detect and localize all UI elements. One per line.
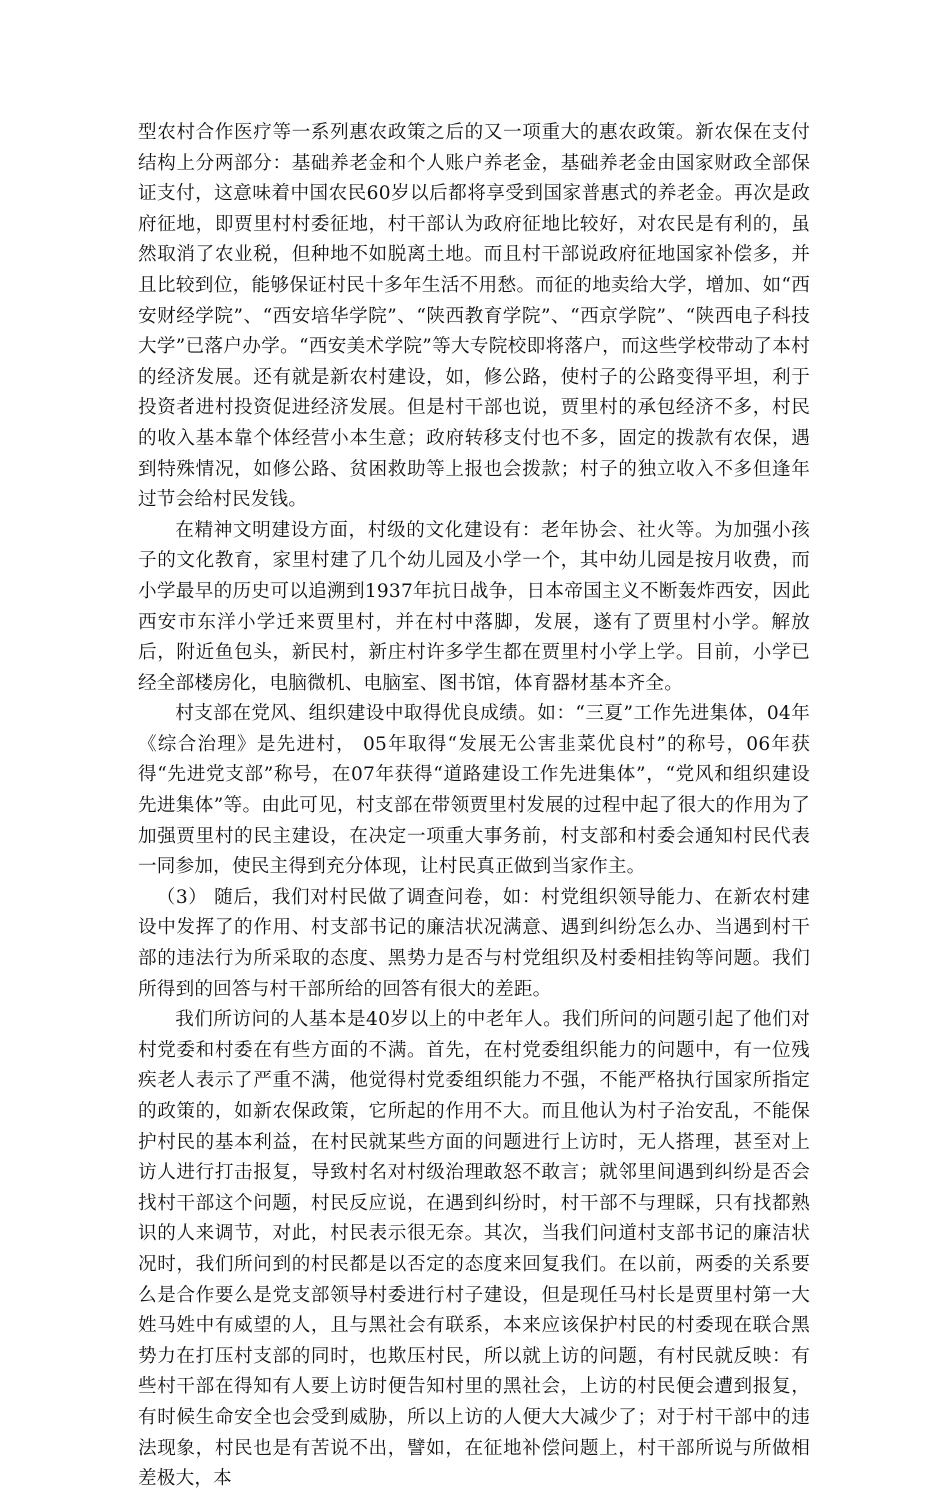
paragraph-survey: （3） 随后，我们对村民做了调查问卷，如：村党组织领导能力、在新农村建设中发挥了的作用、村支部书记的廉洁状况满意、遇到纠纷怎么办、当遇到村干部的违法行为所采取的态度、黑势力是否与村党组织及村委相挂钩等问题。我们所得到的回答与村干部所给的回答有很大的差距。	[138, 886, 810, 1000]
paragraph-culture-education: 在精神文明建设方面，村级的文化建设有：老年协会、社火等。为加强小孩子的文化教育，家里村建了几个幼儿园及小学一个，其中幼儿园是按月收费，而小学最早的历史可以追溯到1937年抗日战争，日本帝国主义不断轰炸西安，因此西安市东洋小学迁来贾里村，并在村中落脚，发展，遂有了贾里村小学。解放后，附近鱼包头，新民村，新庄村许多学生都在贾里村小学上学。目前，小学已经全部楼房化，电脑微机、电脑室、图书馆，体育器材基本齐全。	[138, 519, 810, 694]
paragraph-policy-land: 型农村合作医疗等一系列惠农政策之后的又一项重大的惠农政策。新农保在支付结构上分两部分：基础养老金和个人账户养老金，基础养老金由国家财政全部保证支付，这意味着中国农民60岁以后都将享受到国家普惠式的养老金。再次是政府征地，即贾里村村委征地，村干部认为政府征地比较好，对农民是有利的，虽然取消了农业税，但种地不如脱离土地。而且村干部说政府征地国家补偿多，并且比较到位，能够保证村民十多年生活不用愁。而征的地卖给大学，增加、如“西安财经学院”、“西安培华学院”、“陕西教育学院”、“西京学院”、“陕西电子科技大学”已落户办学。“西安美术学院”等大专院校即将落户，而这些学校带动了本村的经济发展。还有就是新农村建设，如，修公路，使村子的公路变得平坦，利于投资者进村投资促进经济发展。但是村干部也说，贾里村的承包经济不多，村民的收入基本靠个体经营小本生意；政府转移支付也不多，固定的拨款有农保，遇到特殊情况，如修公路、贫困救助等上报也会拨款；村子的独立收入不多但逢年过节会给村民发钱。	[138, 122, 810, 511]
paragraph-party-building: 村支部在党风、组织建设中取得优良成绩。如：“三夏”工作先进集体，04年《综合治理》是先进村， 05年取得“发展无公害韭菜优良村”的称号，06年获得“先进党支部”称号，在07年获得“道路建设工作先进集体”，“党风和组织建设先进集体”等。由此可见，村支部在带领贾里村发展的过程中起了很大的作用为了加强贾里村的民主建设，在决定一项重大事务前，村支部和村委会通知村民代表一同参加，使民主得到充分体现，让村民真正做到当家作主。	[138, 703, 810, 878]
paragraph-interview-findings: 我们所访问的人基本是40岁以上的中老年人。我们所问的问题引起了他们对村党委和村委在有些方面的不满。首先，在村党委组织能力的问题中，有一位残疾老人表示了严重不满，他觉得村党委组织能力不强，不能严格执行国家所指定的政策的，如新农保政策，它所起的作用不大。而且他认为村子治安乱，不能保护村民的基本利益，在村民就某些方面的问题进行上访时，无人搭理，甚至对上访人进行打击报复，导致村名对村级治理敢怒不敢言；就邻里间遇到纠纷是否会找村干部这个问题，村民反应说，在遇到纠纷时，村干部不与理睬，只有找都熟识的人来调节，对此，村民表示很无奈。其次，当我们问道村支部书记的廉洁状况时，我们所问到的村民都是以否定的态度来回复我们。在以前，两委的关系要么是合作要么是党支部领导村委进行村子建设，但是现任马村长是贾里村第一大姓马姓中有威望的人，且与黑社会有联系，本来应该保护村民的村委现在联合黑势力在打压村支部的同时，也欺压村民，所以就上访的问题，有村民就反映：有些村干部在得知有人要上访时便告知村里的黑社会，上访的村民便会遭到报复，有时候生命安全也会受到威胁，所以上访的人便大大减少了；对于村干部中的违法现象，村民也是有苦说不出，譬如，在征地补偿问题上，村干部所说与所做相差极大，本	[138, 1009, 810, 1490]
body-text	[138, 118, 810, 1495]
